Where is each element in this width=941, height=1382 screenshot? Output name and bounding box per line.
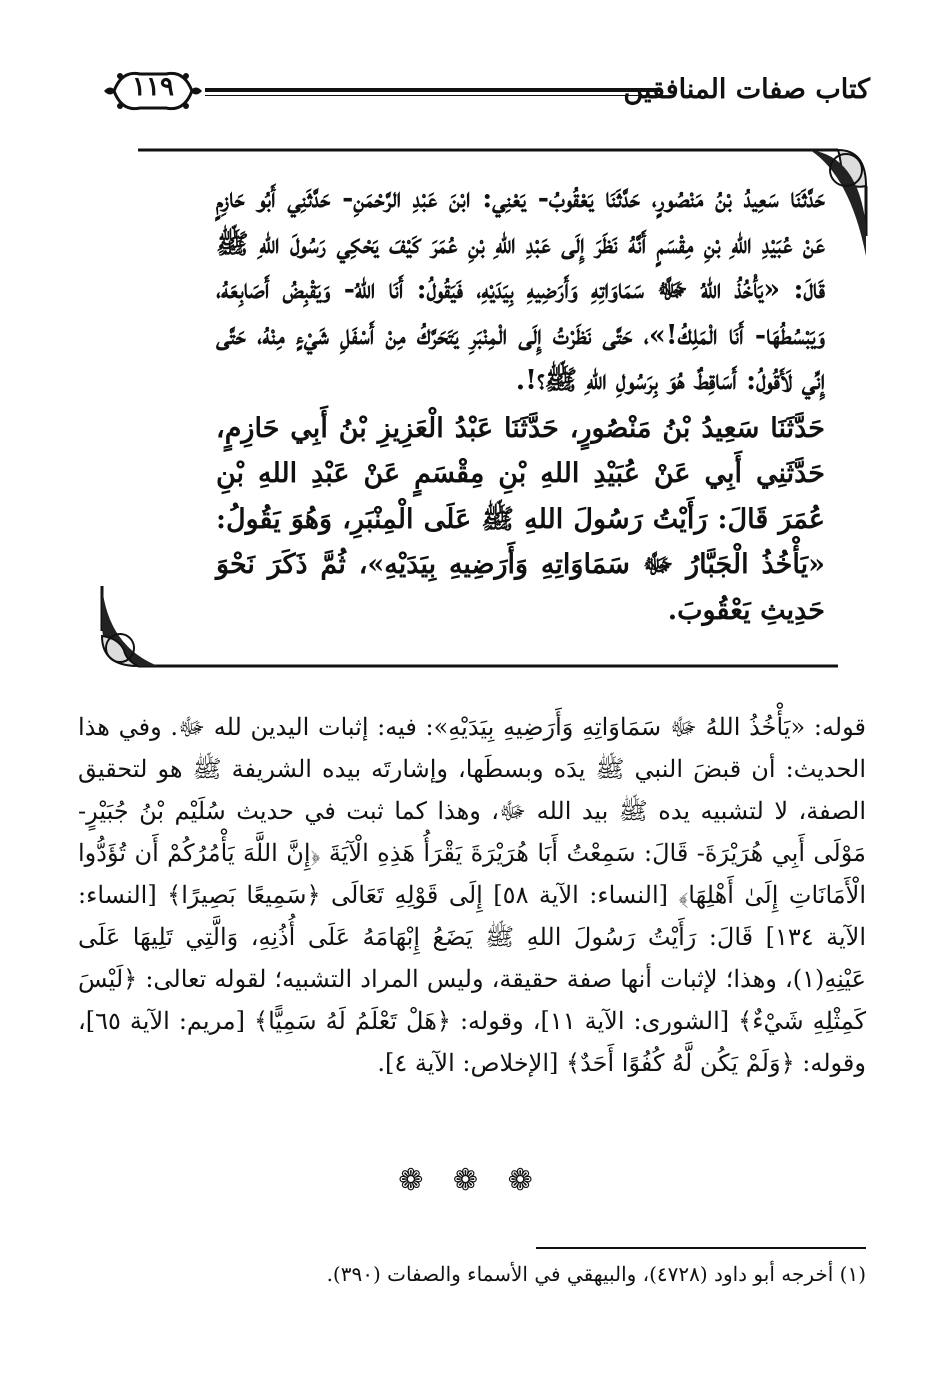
section-separator: ❁ ❁ ❁ xyxy=(398,1163,543,1198)
footnote-rule xyxy=(536,1247,866,1249)
book-title: كتاب صفات المنافقين xyxy=(623,74,870,105)
hadith-frame xyxy=(98,146,870,670)
hadith-text xyxy=(216,176,825,633)
page-number: ١١٩ xyxy=(132,72,174,102)
footnote: (١) أخرجه أبو داود (٤٧٢٨)، والبيهقي في الأسماء والصفات (٣٩٠). xyxy=(326,1262,866,1286)
commentary xyxy=(78,706,866,1084)
hadith-paragraph-2: حَدَّثَنَا سَعِيدُ بْنُ مَنْصُورٍ، حَدَّثَنَا عَبْدُ الْعَزِيزِ بْنُ أَبِي حَازِمٍ، حَدَّثَنِي أَبِي عَنْ عُبَيْدِ اللهِ بْنِ مِقْسَمٍ عَنْ عَبْدِ اللهِ بْنِ عُمَرَ قَالَ: رَأَيْتُ رَسُولَ اللهِ ﷺ عَلَى الْمِنْبَرِ، وَهُوَ يَقُولُ: «يَأْخُذُ الْجَبَّارُ ﷻ سَمَاوَاتِهِ وَأَرَضِيهِ بِيَدَيْهِ»، ثُمَّ ذَكَرَ نَحْوَ حَدِيثِ يَعْقُوبَ. xyxy=(216,412,825,626)
hadith-paragraph-1: حَدَّثَنَا سَعِيدُ بْنُ مَنْصُورٍ، حَدَّثَنَا يَعْقُوبُ- يَعْنِي: ابْنَ عَبْدِ الرَّحْمَنِ- حَدَّثَنِي أَبُو حَازِمٍ عَنْ عُبَيْدِ اللهِ بْنِ مِقْسَمٍ أَنَّهُ نَظَرَ إِلَى عَبْدِ اللهِ بْنِ عُمَرَ كَيْفَ يَحْكِي رَسُولَ اللهِ ﷺ قَالَ: «يَأْخُذُ اللهُ ﷻ سَمَاوَاتِهِ وَأَرَضِيهِ بِيَدَيْهِ، فَيَقُولُ: أَنَا اللهُ- وَيَقْبِضُ أَصَابِعَهُ، وَيَبْسُطُهَا- أَنَا الْمَلِكُ!»، حَتَّى نَظَرْتُ إِلَى الْمِنْبَرِ يَتَحَرَّكُ مِنْ أَسْفَلِ شَيْءٍ مِنْهُ، حَتَّى إِنِّي لَأَقُولُ: أَسَاقِطٌ هُوَ بِرَسُولِ اللهِ ﷺ؟!. xyxy=(216,183,825,396)
commentary-paragraph: قوله: «يَأْخُذُ اللهُ ﷻ سَمَاوَاتِهِ وَأَرَضِيهِ بِيَدَيْهِ»: فيه: إثبات اليدين لله ﷻ. وفي هذا الحديث: أن قبضَ النبي ﷺ يدَه وبسطَها، وإشارتَه بيده الشريفة ﷺ هو لتحقيق الصفة، لا لتشبيه يده ﷺ بيد الله ﷻ، وهذا كما ثبت في حديث سُلَيْم بْنُ جُبَيْرٍ- مَوْلَى أَبِي هُرَيْرَةَ- قَالَ: سَمِعْتُ أَبَا هُرَيْرَةَ يَقْرَأُ هَذِهِ الْآيَةَ ﴿إِنَّ اللَّهَ يَأْمُرُكُمْ أَن تُؤَدُّوا الْأَمَانَاتِ إِلَىٰ أَهْلِهَا﴾ [النساء: الآية ٥٨] إِلَى قَوْلِهِ تَعَالَى ﴿سَمِيعًا بَصِيرًا﴾ [النساء: الآية ١٣٤] قَالَ: رَأَيْتُ رَسُولَ اللهِ ﷺ يَضَعُ إِبْهَامَهُ عَلَى أُذُنِهِ، وَالَّتِي تَلِيهَا عَلَى عَيْنِهِ(١)، وهذا؛ لإثبات أنها صفة حقيقة، وليس المراد التشبيه؛ لقوله تعالى: ﴿لَيْسَ كَمِثْلِهِ شَيْءٌ﴾ [الشورى: الآية ١١]، وقوله: ﴿هَلْ تَعْلَمُ لَهُ سَمِيًّا﴾ [مريم: الآية ٦٥]، وقوله: ﴿وَلَمْ يَكُن لَّهُ كُفُوًا أَحَدٌ﴾ [الإخلاص: الآية ٤]. xyxy=(78,713,867,1077)
header-rule xyxy=(205,88,660,96)
page-number-ornament xyxy=(100,62,205,120)
page-header xyxy=(100,62,870,122)
